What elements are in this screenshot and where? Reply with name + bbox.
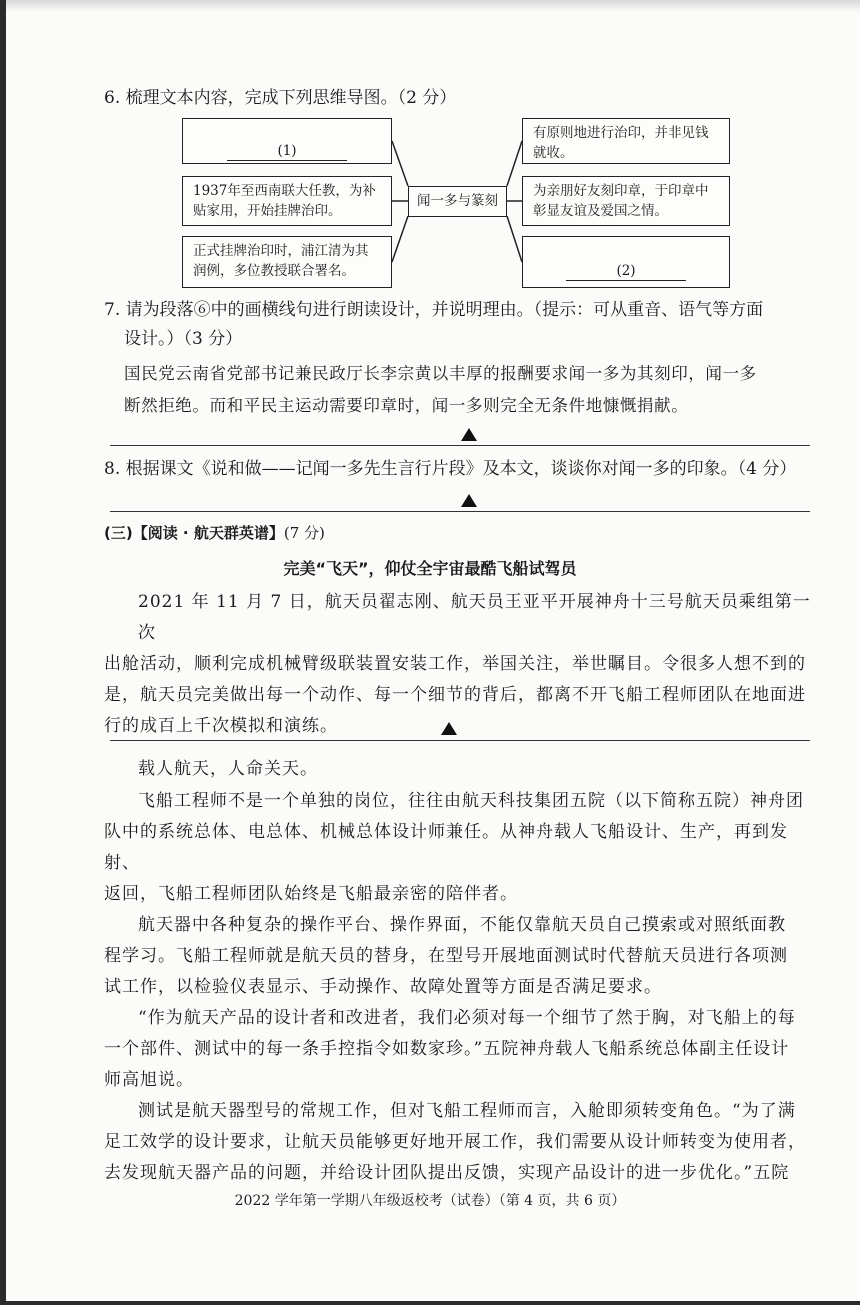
mind-map-right-box-2: 为亲朋好友刻印章，于印章中彰显友谊及爱国之情。 (522, 176, 730, 226)
answer-blank-1[interactable]: (1) (227, 142, 347, 161)
question-7-quote-line-1: 国民党云南省党部书记兼民政厅长李宗黄以丰厚的报酬要求闻一多为其刻印，闻一多 (124, 364, 757, 383)
answer-line[interactable] (110, 445, 810, 446)
body-line: 航天器中各种复杂的操作平台、操作界面，不能仅靠航天员自己摸索或对照纸面教 (138, 915, 786, 935)
body-line: 飞船工程师不是一个单独的岗位，往往由航天科技集团五院（以下简称五院）神舟团 (138, 791, 804, 811)
body-line: 载人航天，人命关天。 (138, 759, 318, 779)
question-7-stem-line-1: 7. 请为段落⑥中的画横线句进行朗读设计，并说明理由。（提示：可从重音、语气等方面 (104, 300, 764, 320)
intro-line: 是，航天员完美做出每一个动作、每一个细节的背后，都离不开飞船工程师团队在地面进 (104, 685, 806, 705)
mind-map-right-box-1: 有原则地进行治印，并非见钱就收。 (522, 118, 730, 164)
intro-line: 出舱活动，顺利完成机械臂级联装置安装工作，举国关注，举世瞩目。令很多人想不到的 (104, 654, 806, 674)
body-line: 试工作，以检验仪表显示、手动操作、故障处置等方面是否满足要求。 (104, 977, 662, 997)
mind-map-left-box-3: 正式挂牌治印时，浦江清为其润例，多位教授联合署名。 (182, 236, 392, 288)
mind-map-connectors (0, 0, 860, 300)
answer-blank-2[interactable]: (2) (566, 262, 686, 281)
body-line: 程学习。飞船工程师就是航天员的替身，在型号开展地面测试时代替航天员进行各项测 (104, 946, 788, 966)
mind-map-right-box-3 (522, 236, 730, 288)
body-line: 返回，飞船工程师团队始终是飞船最亲密的陪伴者。 (104, 884, 518, 904)
intro-line: 行的成百上千次模拟和演练。 (104, 716, 338, 736)
mind-map-center: 闻一多与篆刻 (408, 186, 507, 217)
mind-map-left-box-1 (182, 118, 392, 164)
article-intro (104, 587, 814, 742)
article-title: 完美“飞天”，仰仗全宇宙最酷飞船试驾员 (283, 559, 577, 578)
mind-map-left-box-2: 1937年至西南联大任教，为补贴家用，开始挂牌治印。 (182, 176, 392, 226)
answer-line[interactable] (110, 511, 810, 512)
body-line: 一个部件、测试中的每一条手控指令如数家珍。”五院神舟载人飞船系统总体副主任设计 (104, 1039, 790, 1059)
answer-area-marker (441, 722, 457, 735)
question-7-quote-line-2: 断然拒绝。而和平民主运动需要印章时，闻一多则完全无条件地慷慨捐献。 (124, 396, 689, 415)
body-line: 去发现航天器产品的问题，并给设计团队提出反馈，实现产品设计的进一步优化。”五院 (104, 1163, 790, 1183)
answer-area-marker (461, 428, 477, 441)
body-line: 师高旭说。 (104, 1070, 194, 1090)
article-body (104, 752, 814, 1189)
question-6-stem: 6. 梳理文本内容，完成下列思维导图。（2 分） (104, 88, 457, 108)
intro-line: 2021 年 11 月 7 日，航天员翟志刚、航天员王亚平开展神舟十三号航天员乘组第一次 (138, 592, 811, 643)
body-line: 队中的系统总体、电总体、机械总体设计师兼任。从神舟载人飞船设计、生产，再到发射、 (104, 822, 788, 873)
answer-line[interactable] (110, 740, 810, 741)
answer-area-marker (461, 494, 477, 507)
section-score: (7 分) (283, 524, 325, 542)
body-line: 足工效学的设计要求，让航天员能够更好地开展工作，我们需要从设计师转变为使用者， (104, 1132, 806, 1152)
body-line: 测试是航天器型号的常规工作，但对飞船工程师而言，入舱即须转变角色。“为了满 (138, 1101, 796, 1121)
section-3-heading (104, 522, 325, 543)
page-footer: 2022 学年第一学期八年级返校考（试卷）（第 4 页，共 6 页） (234, 1193, 626, 1209)
question-8-stem: 8. 根据课文《说和做——记闻一多先生言行片段》及本文，谈谈你对闻一多的印象。（4 分） (104, 459, 797, 479)
scan-border-bottom (0, 1301, 860, 1305)
question-7-stem-line-2: 设计。）（3 分） (124, 329, 243, 349)
body-line: “作为航天产品的设计者和改进者，我们必须对每一个细节了然于胸，对飞船上的每 (138, 1008, 796, 1028)
section-title: (三)【阅读 · 航天群英谱】 (104, 524, 284, 542)
